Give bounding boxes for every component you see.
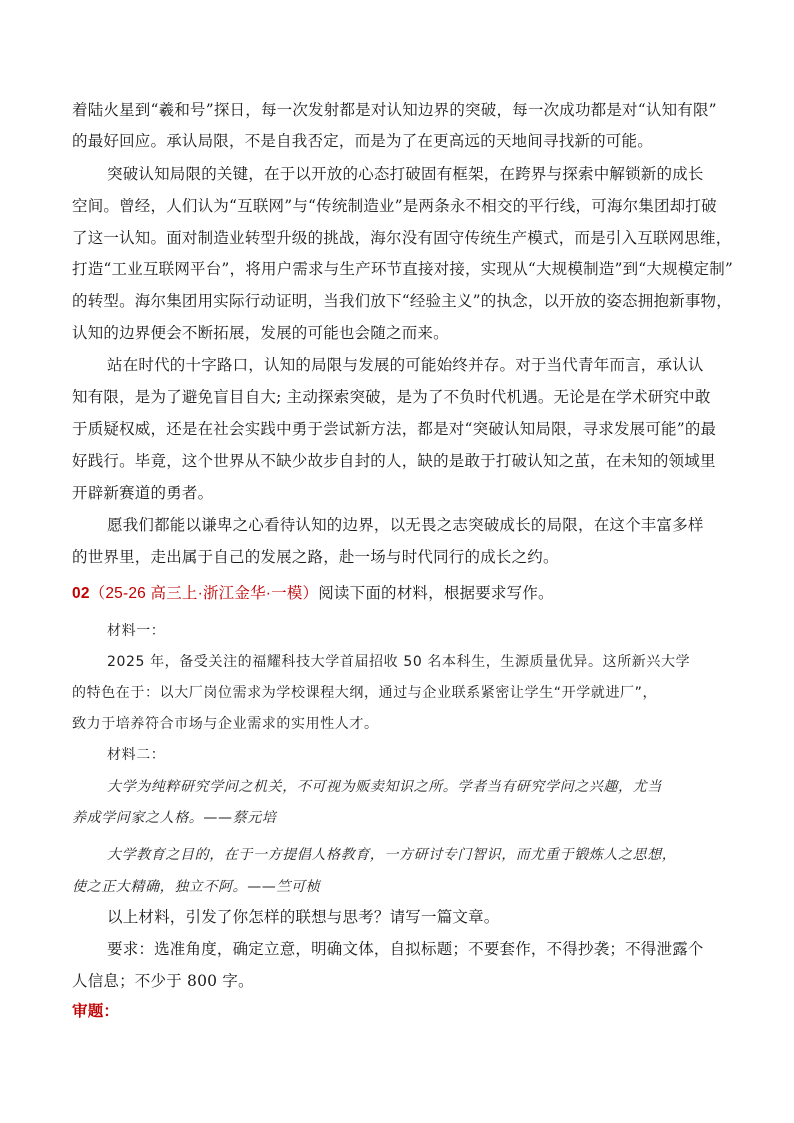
essay-line: 开辟新赛道的勇者。 <box>72 484 214 502</box>
essay-line: 认知的边界便会不断拓展，发展的可能也会随之而来。 <box>72 324 449 342</box>
question-header <box>72 582 732 605</box>
material-line: 使之正大精确，独立不阿。——竺可桢 <box>72 879 321 895</box>
task-line: 以上材料，引发了你怎样的联想与思考？请写一篇文章。 <box>107 908 500 926</box>
material-line: 致力于培养符合市场与企业需求的实用性人才。 <box>72 716 379 732</box>
essay-line: 的最好回应。承认局限，不是自我否定，而是为了在更高远的天地间寻找新的可能。 <box>72 132 653 150</box>
material-line: 大学为纯粹研究学问之机关，不可视为贩卖知识之所。学者当有研究学问之兴趣，尤当 <box>107 779 662 795</box>
essay-line: 了这一认知。面对制造业转型升级的挑战，海尔没有固守传统生产模式，而是引入互联网思维， <box>72 229 732 247</box>
question-prompt: 阅读下面的材料，根据要求写作。 <box>318 584 554 602</box>
essay-line: 空间。曾经，人们认为“互联网”与“传统制造业”是两条永不相交的平行线，可海尔集团却打破 <box>72 197 717 215</box>
requirements-line: 要求：选准角度，确定立意，明确文体，自拟标题；不要套作，不得抄袭；不得泄露个 <box>107 940 704 958</box>
essay-line: 知有限，是为了避免盲目自大; 主动探索突破，是为了不负时代机遇。无论是在学术研究中敢 <box>72 388 711 406</box>
essay-line: 突破认知局限的关键，在于以开放的心态打破固有框架，在跨界与探索中解锁新的成长 <box>107 165 704 183</box>
question-number: 02 <box>72 585 90 602</box>
essay-line: 着陆火星到“羲和号”探日，每一次发射都是对认知边界的突破，每一次成功都是对“认知有限” <box>72 101 717 119</box>
requirements-line: 人信息；不少于 800 字。 <box>72 972 254 990</box>
material-line: 养成学问家之人格。——蔡元培 <box>72 810 277 826</box>
essay-line: 的转型。海尔集团用实际行动证明，当我们放下“经验主义”的执念，以开放的姿态拥抱新事物， <box>72 292 732 310</box>
material-title: 材料二： <box>107 747 166 763</box>
essay-line: 打造“工业互联网平台”，将用户需求与生产环节直接对接，实现从“大规模制造”到“大规模定制” <box>72 260 734 278</box>
essay-line: 好践行。毕竟，这个世界从不缺少故步自封的人，缺的是敢于打破认知之茧，在未知的领域里 <box>72 452 716 470</box>
essay-line: 的世界里，走出属于自己的发展之路，赴一场与时代同行的成长之约。 <box>72 548 559 566</box>
material-line: 大学教育之目的，在于一方提倡人格教育，一方研讨专门智识，而尤重于锻炼人之思想， <box>107 847 677 863</box>
material-line: 的特色在于：以大厂岗位需求为学校课程大纲，通过与企业联系紧密让学生“开学就进厂”， <box>72 685 658 701</box>
question-source: （25-26 高三上·浙江金华·一模） <box>89 585 319 602</box>
essay-line: 站在时代的十字路口，认知的局限与发展的可能始终并存。对于当代青年而言，承认认 <box>107 356 704 374</box>
material-title: 材料一： <box>107 623 166 639</box>
essay-line: 愿我们都能以谦卑之心看待认知的边界，以无畏之志突破成长的局限，在这个丰富多样 <box>107 516 704 534</box>
section-label: 审题： <box>72 1003 120 1020</box>
material-line: 2025 年，备受关注的福耀科技大学首届招收 50 名本科生，生源质量优异。这所新兴大学 <box>107 654 691 670</box>
essay-line: 于质疑权威，还是在社会实践中勇于尝试新方法，都是对“突破认知局限，寻求发展可能”的最 <box>72 420 717 438</box>
